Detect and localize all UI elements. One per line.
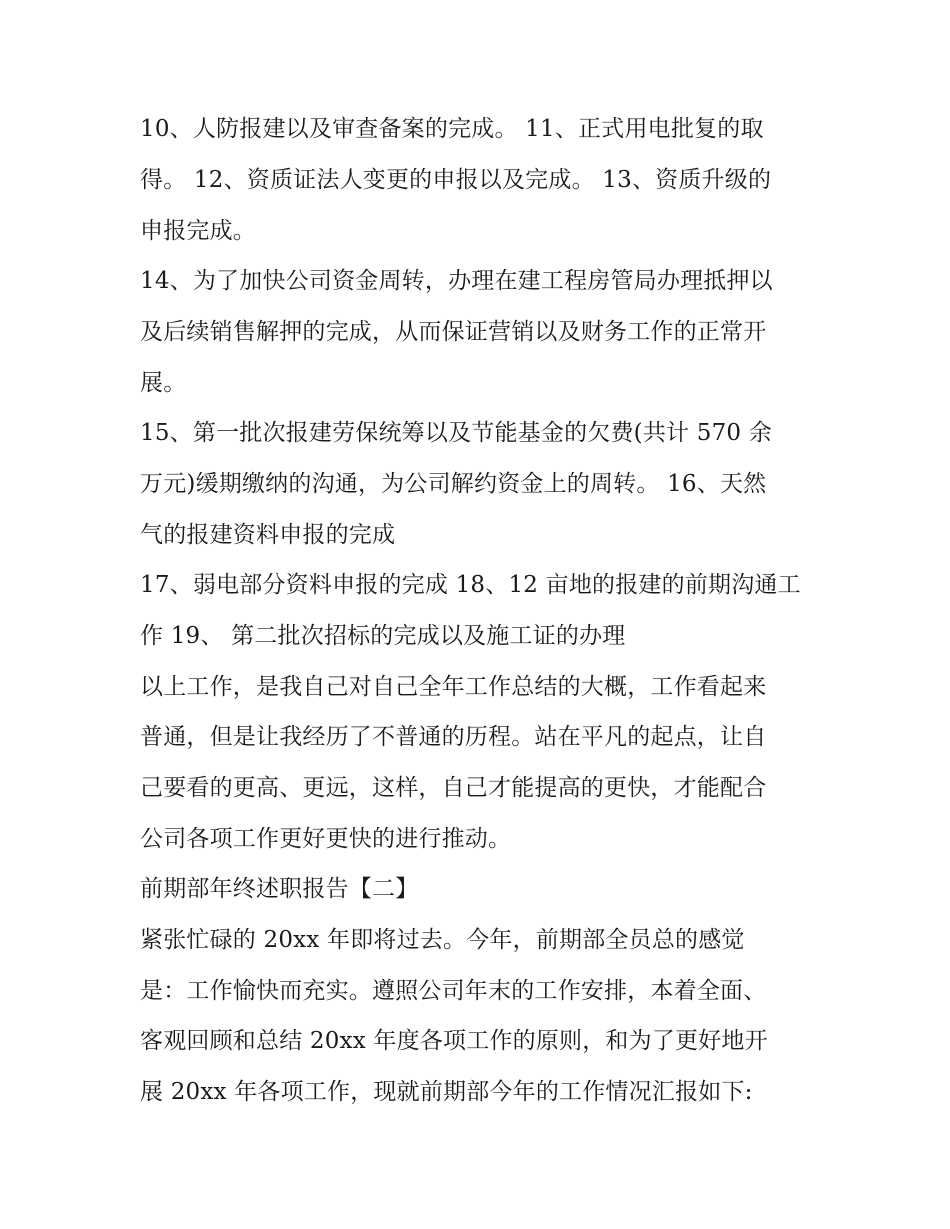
text-line: 作 19、 第二批次招标的完成以及施工证的办理: [140, 623, 626, 649]
text-line: 万元)缓期缴纳的沟通，为公司解约资金上的周转。 16、天然: [140, 471, 767, 497]
text-line: 申报完成。: [140, 218, 256, 244]
section-heading: 前期部年终述职报告【二】: [140, 876, 419, 902]
text-line: 以上工作，是我自己对自己全年工作总结的大概，工作看起来: [140, 674, 767, 700]
text-line: 14、为了加快公司资金周转，办理在建工程房管局办理抵押以: [140, 268, 773, 294]
text-line: 公司各项工作更好更快的进行推动。: [140, 826, 512, 852]
text-line: 客观回顾和总结 20xx 年度各项工作的原则，和为了更好地开: [140, 1028, 768, 1054]
text-line: 17、弱电部分资料申报的完成 18、12 亩地的报建的前期沟通工: [140, 572, 801, 598]
text-line: 10、人防报建以及审查备案的完成。 11、正式用电批复的取: [140, 116, 764, 142]
text-line: 得。 12、资质证法人变更的申报以及完成。 13、资质升级的: [140, 167, 772, 193]
text-line: 15、第一批次报建劳保统筹以及节能基金的欠费(共计 570 余: [140, 420, 772, 446]
text-line: 紧张忙碌的 20xx 年即将过去。今年，前期部全员总的感觉: [140, 927, 745, 953]
text-line: 是：工作愉快而充实。遵照公司年末的工作安排，本着全面、: [140, 978, 767, 1004]
text-line: 气的报建资料申报的完成: [140, 522, 396, 548]
text-line: 普通，但是让我经历了不普通的历程。站在平凡的起点，让自: [140, 724, 767, 750]
text-line: 展 20xx 年各项工作，现就前期部今年的工作情况汇报如下:: [140, 1079, 753, 1105]
text-line: 及后续销售解押的完成，从而保证营销以及财务工作的正常开: [140, 319, 767, 345]
text-line: 展。: [140, 370, 187, 396]
text-line: 己要看的更高、更远，这样，自己才能提高的更快，才能配合: [140, 775, 767, 801]
